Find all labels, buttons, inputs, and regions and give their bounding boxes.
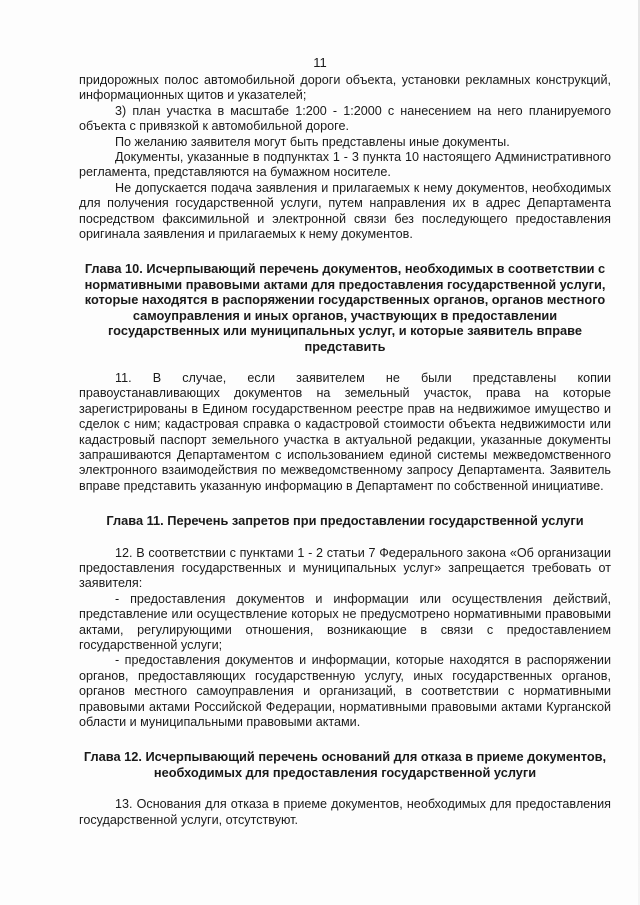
paragraph-13: 13. Основания для отказа в приеме документов, необходимых для предоставления государственной услуги, отсутствуют. (79, 797, 611, 827)
list-item: - предоставления документов и информации, которые находятся в распоряжении органов, предоставляющих государственную услугу, иных государственных органов, органов местного самоуправления и организаций, в соответствии с нормативными правовыми актами Российской Федерации, нормативными правовыми актами Курганской области и муниципальными правовыми актами. (79, 653, 611, 730)
paragraph-11: 11. В случае, если заявителем не были представлены копии правоустанавливающих документов на земельный участок, права на которые зарегистрированы в Едином государственном реестре прав на недвижимое имущество и сделок с ним; кадастровая справка о кадастровой стоимости объекта недвижимости или кадастровый паспорт земельного участка в актуальной редакции, указанные документы запрашиваются Департаментом с использованием единой системы межведомственного электронного взаимодействия по межведомственному запросу Департамента. Заявитель вправе представить указанную информацию в Департамент по собственной инициативе. (79, 370, 611, 493)
paragraph-optional-docs: По желанию заявителя могут быть представлены иные документы. (115, 134, 510, 149)
list-item: - предоставления документов и информации или осуществления действий, представление или осуществление которых не предусмотрено нормативными правовыми актами, регулирующими отношения, возникающие в связи с предоставлением государственной услуги; (79, 591, 611, 652)
page-number: 11 (313, 55, 327, 70)
chapter-11-title: Глава 11. Перечень запретов при предоставлении государственной услуги (106, 513, 584, 529)
chapter-12-title: Глава 12. Исчерпывающий перечень оснований для отказа в приеме документов, необходимых для предоставления государственной услуги (83, 749, 607, 780)
paragraph-12: 12. В соответствии с пунктами 1 - 2 статьи 7 Федерального закона «Об организации предоставления государственных и муниципальных услуг» запрещается требовать от заявителя: (79, 545, 611, 591)
paragraph-continuation: придорожных полос автомобильной дороги объекта, установки рекламных конструкций, информационных щитов и указателей; (79, 73, 611, 103)
paragraph-submission-ban: Не допускается подача заявления и прилагаемых к нему документов, необходимых для получения государственной услуги, путем направления их в адрес Департамента посредством факсимильной и электронной связи без последующего предоставления оригинала заявления и прилагаемых к нему документов. (79, 180, 611, 242)
document-body (79, 73, 611, 828)
paragraph-paper-format: Документы, указанные в подпунктах 1 - 3 пункта 10 настоящего Административного регламента, представляются на бумажном носителе. (79, 150, 611, 180)
chapter-10-title: Глава 10. Исчерпывающий перечень документов, необходимых в соответствии с нормативными правовыми актами для предоставления государственной услуги, которые находятся в распоряжении государственных органов, органов местного самоуправления и иных органов, участвующих в предоставлении государственных или муниципальных услуг, и которые заявитель вправе представить (84, 261, 606, 354)
paragraph-item-3: 3) план участка в масштабе 1:200 - 1:2000 с нанесением на него планируемого объекта с привязкой к автомобильной дороге. (79, 103, 611, 134)
